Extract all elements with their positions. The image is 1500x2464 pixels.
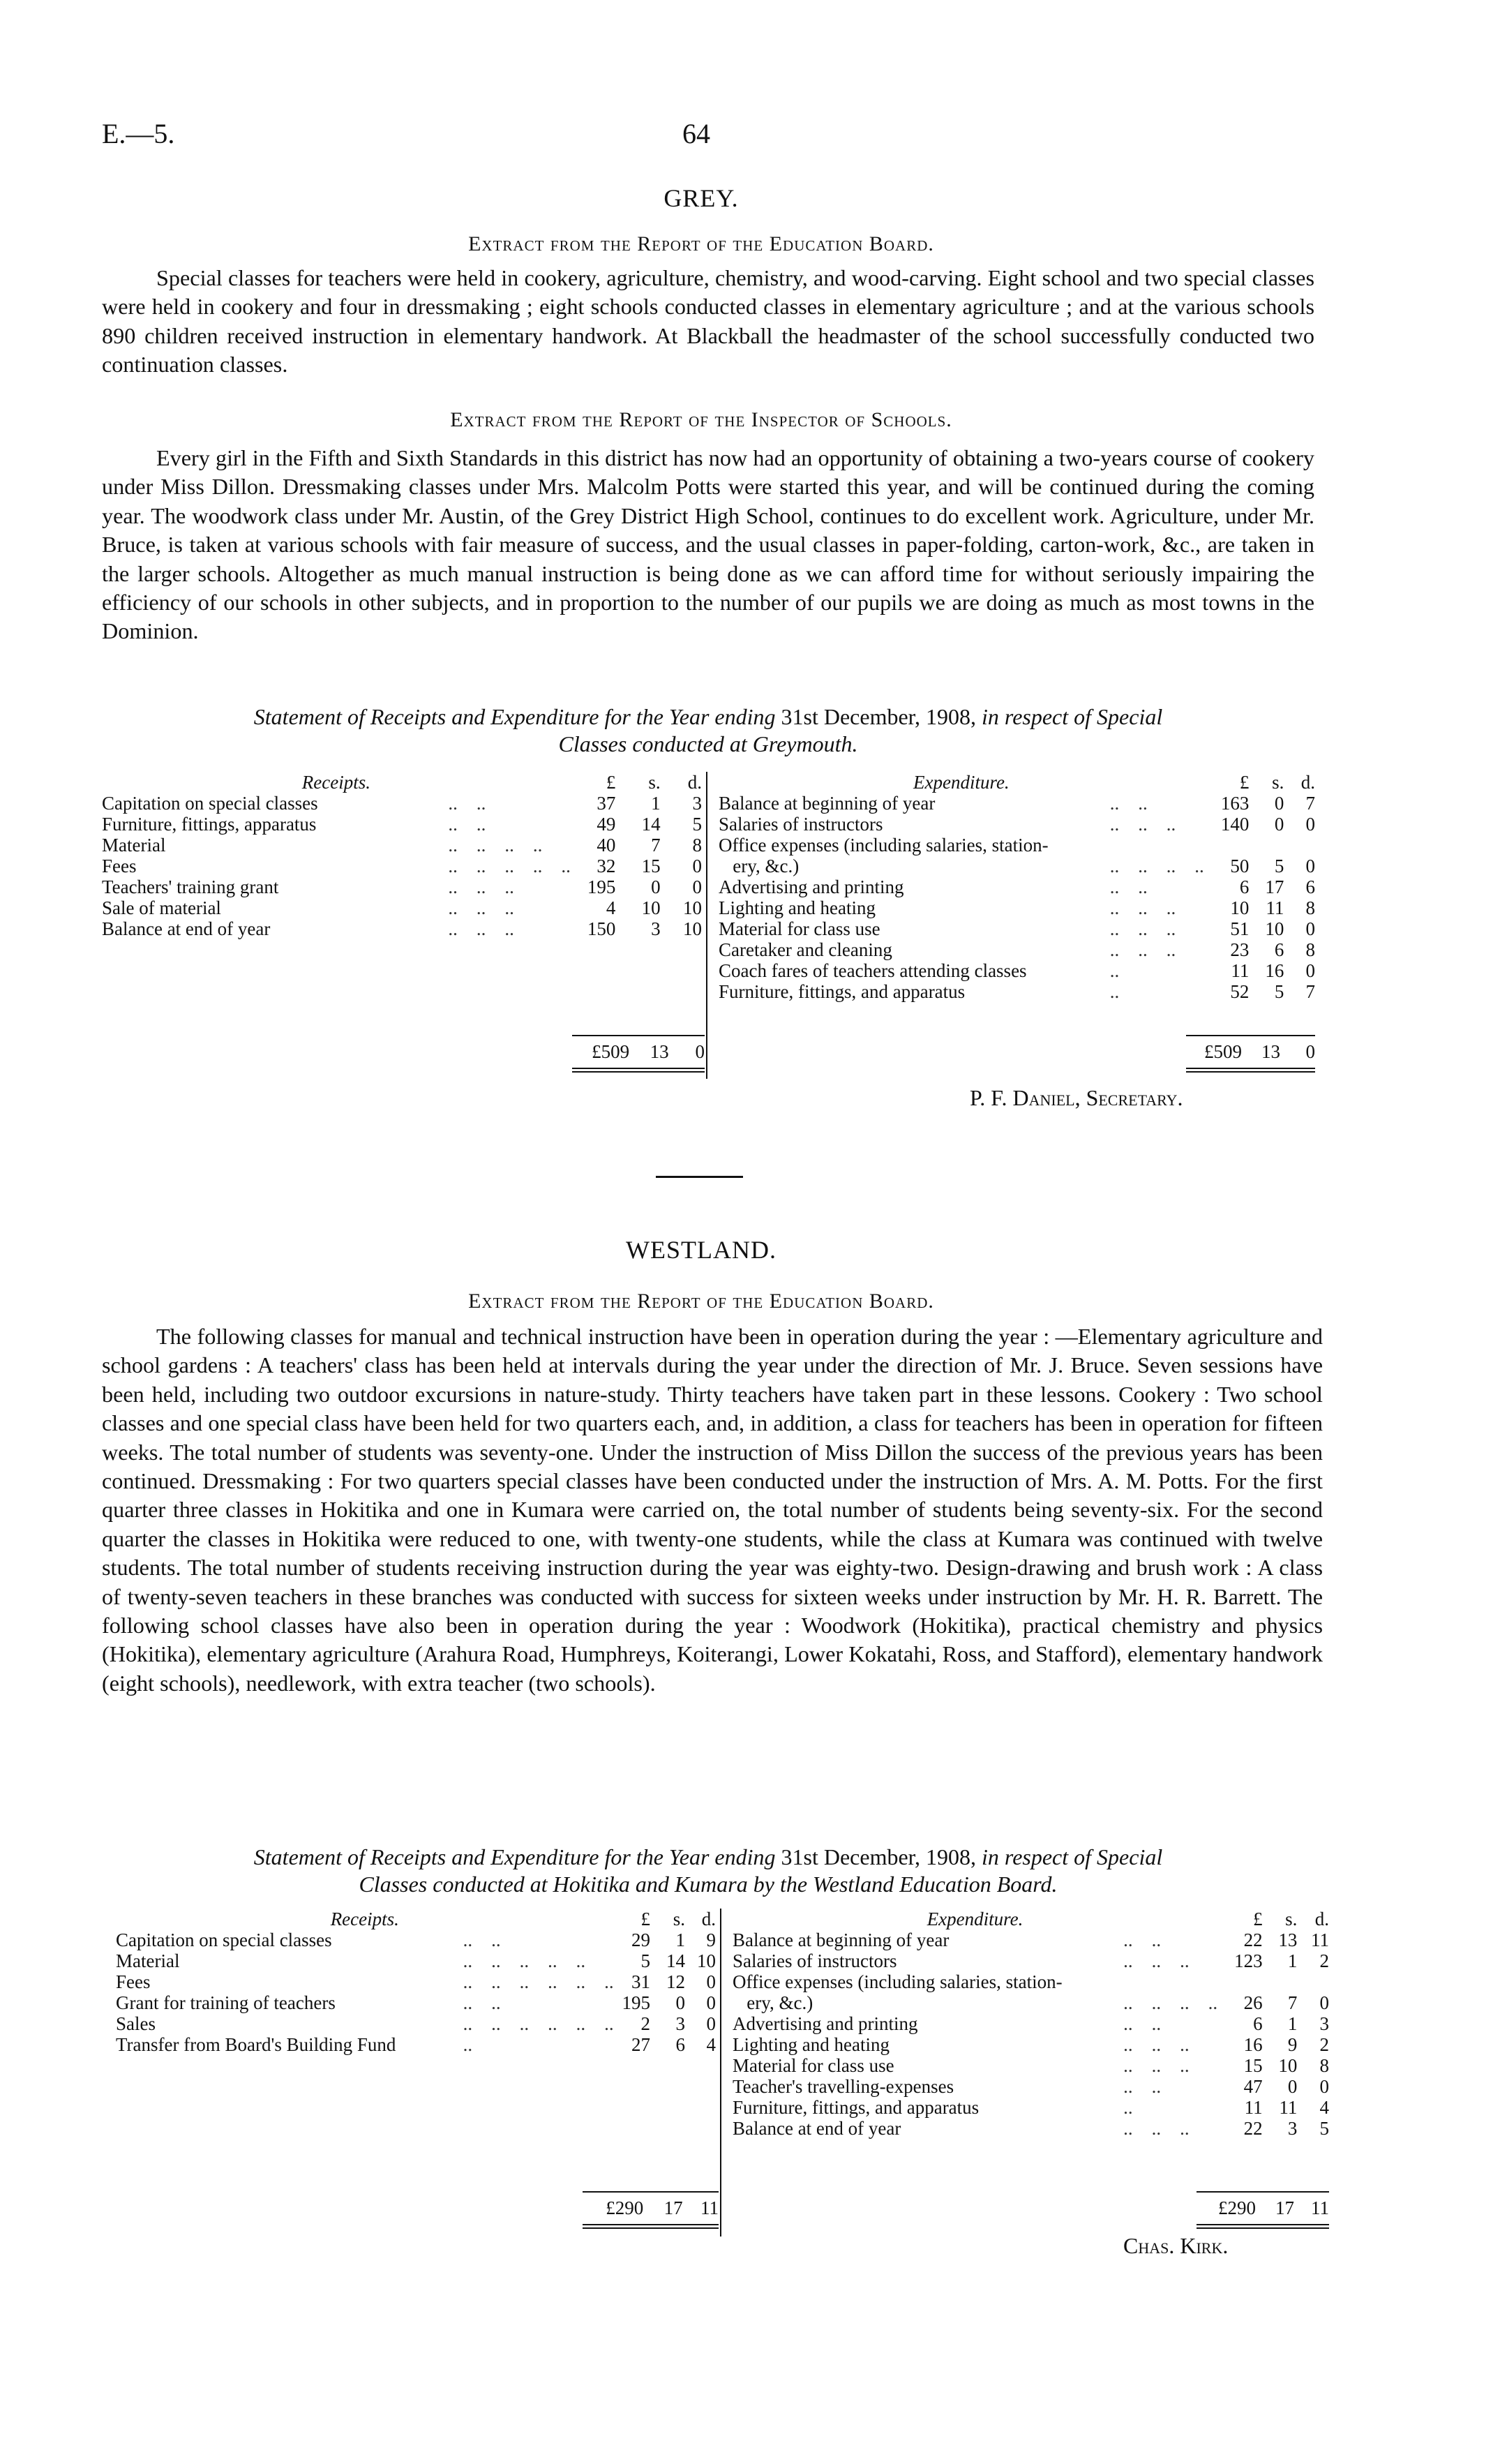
leader-dots: .. .. .. .. [448,835,543,856]
receipts-row [102,876,702,897]
expenditure-row [733,1971,1329,1992]
westland-expenditure-table [733,1909,1329,2139]
amount-shillings: 9 [1287,2034,1298,2055]
amount-pounds: 11 [1231,960,1250,981]
receipts-label: Capitation on special classes [102,793,318,814]
leader-dots: .. [1123,2097,1133,2118]
amount-shillings: 0 [1274,793,1284,814]
leader-dots: .. .. .. [448,876,514,897]
amount-shillings: 11 [1266,897,1284,918]
leader-dots: .. .. [1109,793,1148,814]
leader-dots: .. .. .. [1123,2034,1190,2055]
leader-dots: .. .. .. .. [1123,1992,1218,2013]
expenditure-heading: Expenditure. [913,772,1010,793]
total-s: 17 [1275,2197,1294,2218]
amount-shillings: 7 [1287,1992,1298,2013]
westland-statement-title-part2: in respect of Special [982,1844,1163,1869]
amount-shillings: 0 [675,1992,685,2013]
amount-pence: 0 [1305,856,1315,876]
amount-pence: 9 [706,1929,716,1950]
expenditure-label: ery, &c.) [733,1992,813,2013]
expenditure-row [719,981,1315,1002]
amount-pence: 4 [1319,2097,1329,2118]
amount-shillings: 3 [1287,2118,1298,2139]
receipts-label: Material [116,1950,180,1971]
amount-shillings: 1 [651,793,661,814]
receipts-label: Teachers' training grant [102,876,279,897]
grey-board-paragraph: Special classes for teachers were held in cookery, agriculture, chemistry, and wood-carving. Eight school and two special classes were held in cookery and four in dressmaking ; eight schools conducted classes in elementary agriculture ; and at the various schools 890 children received instruction in elementary handwork. At Blackball the headmaster of the school successfully conducted two continuation classes. [102,265,1314,378]
grey-signature [970,1085,1183,1111]
col-pence-header: d. [1300,772,1315,793]
amount-pounds: 52 [1230,981,1250,1002]
leader-dots: .. .. [1123,1929,1162,1950]
grey-receipts-table [102,772,702,939]
section-divider [656,1176,743,1178]
amount-pounds: 6 [1253,2013,1263,2034]
expenditure-row [719,876,1315,897]
leader-dots [1123,1971,1217,1992]
amount-pounds: 47 [1243,2076,1263,2097]
amount-pence: 4 [706,2034,716,2055]
receipts-row [116,1971,716,1992]
leader-dots: .. .. [1123,2076,1162,2097]
westland-board-paragraph: The following classes for manual and technical instruction have been in operation during the year : —Elementary agriculture and school gardens : A teachers' class has been held at intervals during the year under the direction of Mr. J. Bruce. Seven sessions have been held, including two outdoor excursions in nature-study. Thirty teachers have taken part in these lessons. Cookery : Two school classes and one special class have been held for two quarters each, and, in addition, a class for teachers has been in operation for fifteen weeks. The total number of students was seventy-one. Under the instruction of Miss Dillon the success of the previous years has been continued. Dressmaking : For two quarters special classes have been conducted under the instruction of Mrs. A. M. Potts. For the first quarter three classes in Hokitika and one in Kumara were carried on, the total number of students being seventy-six. For the second quarter the classes in Hokitika were reduced to one, with twenty-one students, while the class at Kumara was continued with twelve students. The total number of students receiving instruction during the year was eighty-two. Design-drawing and brush work : A class of twenty-seven teachers in these branches was conducted with success for sixteen weeks under instruction by Mr. H. R. Barrett. The following school classes have also been in operation during the year : Woodwork (Hokitika), practical chemistry and physics (Hokitika), elementary agriculture (Arahura Road, Humphreys, Koiterangi, Lower Kokatahi, Ross, and Stafford), elementary handwork (eight schools), needlework, with extra teacher (two schools). [102,1324,1323,1696]
amount-pounds: 29 [631,1929,650,1950]
expenditure-row [719,793,1315,814]
receipts-header-row [102,772,702,793]
leader-dots: .. .. .. .. .. .. [463,1971,614,1992]
amount-pounds: 2 [640,2013,650,2034]
leader-dots: .. .. [448,814,486,835]
leader-dots: .. .. .. .. [1109,856,1204,876]
receipts-label: Fees [102,856,137,876]
amount-pounds: 31 [631,1971,650,1992]
leader-dots [1110,835,1204,856]
amount-pounds: 15 [1243,2055,1263,2076]
amount-shillings: 11 [1279,2097,1298,2118]
leader-dots: .. .. [1109,876,1148,897]
amount-pounds: 37 [597,793,616,814]
receipts-row [116,2013,716,2034]
expenditure-label: Salaries of instructors [719,814,883,835]
expenditure-label: Material for class use [733,2055,894,2076]
amount-pence: 10 [683,897,702,918]
expenditure-label: Office expenses (including salaries, station- [719,835,1049,856]
receipts-label: Sale of material [102,897,221,918]
receipts-row [102,856,702,876]
amount-shillings: 0 [1287,2076,1298,2097]
expenditure-label: Advertising and printing [719,876,904,897]
grey-statement-title [98,703,1319,758]
receipts-label: Balance at end of year [102,918,271,939]
amount-pence: 11 [1311,1929,1329,1950]
amount-pence: 0 [692,876,702,897]
grey-receipts-double-rule-b [572,1071,705,1073]
westland-expenditure-total [1197,2197,1329,2218]
leader-dots: .. [463,2034,473,2055]
amount-pounds: 123 [1234,1950,1263,1971]
amount-pounds: 27 [631,2034,650,2055]
amount-shillings: 5 [1274,981,1284,1002]
expenditure-label: Balance at beginning of year [719,793,936,814]
leader-dots: .. .. .. [1109,918,1176,939]
amount-pence [1297,1971,1329,1992]
amount-pounds: 16 [1243,2034,1263,2055]
amount-shillings: 6 [675,2034,685,2055]
receipts-heading: Receipts. [330,1909,399,1929]
col-pounds-header: £ [1253,1909,1263,1929]
amount-shillings: 3 [651,918,661,939]
amount-pounds: 50 [1230,856,1250,876]
grey-board-heading: Extract from the Report of the Education Board. [468,232,934,255]
expenditure-row [733,2118,1329,2139]
amount-pounds: 195 [622,1992,650,2013]
leader-dots: .. .. .. [448,897,514,918]
amount-shillings: 1 [1287,1950,1298,1971]
amount-shillings: 14 [641,814,661,835]
amount-pence: 2 [1319,2034,1329,2055]
amount-shillings: 7 [651,835,661,856]
col-shillings-header: s. [673,1909,685,1929]
amount-pence: 0 [1319,1992,1329,2013]
amount-shillings: 16 [1265,960,1284,981]
amount-shillings: 10 [641,897,661,918]
expenditure-label: Balance at beginning of year [733,1929,950,1950]
westland-receipts-double-rule-a [583,2224,719,2225]
amount-shillings: 6 [1274,939,1284,960]
amount-pence: 0 [706,2013,716,2034]
leader-dots: .. [1109,981,1120,1002]
westland-section-title: WESTLAND. [626,1236,777,1264]
westland-board-heading: Extract from the Report of the Education Board. [468,1290,934,1313]
amount-pounds: 195 [587,876,616,897]
amount-pounds: 6 [1239,876,1250,897]
amount-pence: 3 [692,793,702,814]
leader-dots: .. .. [463,1992,501,2013]
amount-pounds: 22 [1243,2118,1263,2139]
expenditure-header-row [719,772,1315,793]
amount-pence [1284,835,1315,856]
grey-section-title: GREY. [663,184,739,212]
amount-shillings: 0 [651,876,661,897]
grey-receipts-double-rule-a [572,1068,705,1069]
col-shillings-header: s. [648,772,661,793]
amount-shillings: 12 [666,1971,685,1992]
westland-receipts-table [116,1909,716,2055]
grey-expenditure-total [1186,1041,1315,1062]
leader-dots: .. .. .. [1123,2118,1190,2139]
total-l: £509 [1204,1041,1242,1062]
amount-shillings [1249,835,1284,856]
col-pence-header: d. [1314,1909,1329,1929]
leader-dots: .. .. .. [1109,897,1176,918]
amount-pence: 7 [1305,981,1315,1002]
leader-dots: .. .. .. [1123,1950,1190,1971]
amount-shillings: 10 [1265,918,1284,939]
amount-pence: 0 [692,856,702,876]
amount-shillings: 0 [1274,814,1284,835]
amount-pence: 0 [706,1971,716,1992]
amount-shillings: 15 [641,856,661,876]
receipts-row [116,2034,716,2055]
amount-pounds: 22 [1243,1929,1263,1950]
expenditure-label: Office expenses (including salaries, station- [733,1971,1063,1992]
amount-pounds: 140 [1220,814,1250,835]
expenditure-label: Lighting and heating [733,2034,890,2055]
leader-dots: .. .. [463,1929,501,1950]
leader-dots: .. .. .. [1123,2055,1190,2076]
grey-receipts-total [572,1041,705,1062]
receipts-label: Fees [116,1971,151,1992]
receipts-header-row [116,1909,716,1929]
amount-shillings: 1 [675,1929,685,1950]
total-d: 0 [695,1041,705,1062]
expenditure-row [733,2034,1329,2055]
amount-shillings: 5 [1274,856,1284,876]
amount-pounds: 32 [597,856,616,876]
receipts-row [116,1950,716,1971]
grey-column-divider [706,772,707,1079]
total-s: 13 [650,1041,669,1062]
leader-dots: .. .. .. [1109,814,1176,835]
total-l: £290 [606,2197,644,2218]
expenditure-header-row [733,1909,1329,1929]
expenditure-label: Furniture, fittings, and apparatus [719,981,966,1002]
leader-dots: .. .. .. [1109,939,1176,960]
receipts-row [116,1992,716,2013]
expenditure-label: Furniture, fittings, and apparatus [733,2097,980,2118]
amount-pounds: 11 [1244,2097,1263,2118]
amount-pence: 8 [1305,897,1315,918]
westland-expenditure-double-rule-b [1197,2227,1329,2229]
westland-column-divider [720,1909,721,2237]
amount-pounds [1217,1971,1263,1992]
leader-dots: .. .. .. .. .. [463,1950,586,1971]
expenditure-label: Material for class use [719,918,880,939]
total-l: £290 [1218,2197,1256,2218]
grey-statement-date: 31st December, 1908, [781,704,977,729]
amount-pence: 0 [1305,960,1315,981]
amount-shillings: 3 [675,2013,685,2034]
westland-signature-text: Chas. Kirk. [1123,2233,1229,2258]
expenditure-row [719,856,1315,876]
receipts-label: Furniture, fittings, apparatus [102,814,317,835]
amount-pounds: 10 [1230,897,1250,918]
expenditure-row [733,2013,1329,2034]
expenditure-label: Advertising and printing [733,2013,918,2034]
westland-expenditure-total-rule [1197,2191,1329,2193]
total-s: 17 [663,2197,683,2218]
expenditure-row [733,1992,1329,2013]
amount-pence: 0 [1319,2076,1329,2097]
expenditure-label: Balance at end of year [733,2118,901,2139]
expenditure-row [719,835,1315,856]
grey-statement-title-part3: Classes conducted at Greymouth. [558,731,858,756]
amount-pounds: 40 [597,835,616,856]
expenditure-label: Caretaker and cleaning [719,939,892,960]
total-s: 13 [1261,1041,1280,1062]
amount-pence: 2 [1319,1950,1329,1971]
westland-statement-date: 31st December, 1908, [781,1844,977,1869]
receipts-row [102,897,702,918]
amount-pence: 10 [683,918,702,939]
grey-expenditure-double-rule-b [1186,1071,1315,1073]
grey-receipts-total-rule [572,1035,705,1036]
total-d: 11 [700,2197,719,2218]
col-shillings-header: s. [1272,772,1284,793]
amount-pounds: 4 [606,897,616,918]
amount-shillings: 13 [1278,1929,1298,1950]
westland-receipts-double-rule-b [583,2227,719,2229]
col-shillings-header: s. [1285,1909,1298,1929]
receipts-row [102,814,702,835]
expenditure-label: Teacher's travelling-expenses [733,2076,954,2097]
total-d: 11 [1311,2197,1329,2218]
amount-pence: 8 [692,835,702,856]
col-pence-header: d. [687,772,702,793]
expenditure-row [733,2055,1329,2076]
amount-pence: 0 [1305,814,1315,835]
receipts-label: Material [102,835,166,856]
expenditure-row [733,2076,1329,2097]
leader-dots: .. [1109,960,1120,981]
westland-receipts-total-rule [583,2191,719,2193]
amount-pence: 8 [1305,939,1315,960]
leader-dots: .. .. .. .. .. [448,856,571,876]
westland-statement-title [98,1844,1319,1898]
amount-pence: 5 [692,814,702,835]
amount-shillings: 14 [666,1950,685,1971]
total-d: 0 [1305,1041,1315,1062]
receipts-label: Grant for training of teachers [116,1992,336,2013]
grey-signature-text: P. F. Daniel, Secretary. [970,1085,1183,1110]
amount-pence: 0 [1305,918,1315,939]
expenditure-row [719,918,1315,939]
expenditure-row [719,960,1315,981]
amount-pounds [1204,835,1250,856]
amount-pounds: 163 [1220,793,1250,814]
col-pence-header: d. [701,1909,716,1929]
amount-shillings: 1 [1287,2013,1298,2034]
amount-pence: 6 [1305,876,1315,897]
receipts-label: Transfer from Board's Building Fund [116,2034,396,2055]
expenditure-row [733,2097,1329,2118]
expenditure-heading: Expenditure. [927,1909,1023,1929]
amount-pence: 7 [1305,793,1315,814]
grey-expenditure-total-rule [1186,1035,1315,1036]
total-l: £509 [592,1041,630,1062]
expenditure-row [719,897,1315,918]
amount-pounds: 150 [587,918,616,939]
amount-pence: 10 [697,1950,716,1971]
amount-pence: 8 [1319,2055,1329,2076]
amount-shillings [1263,1971,1298,1992]
amount-pence: 5 [1319,2118,1329,2139]
amount-pounds: 26 [1243,1992,1263,2013]
amount-pence: 3 [1319,2013,1329,2034]
col-pounds-header: £ [1239,772,1250,793]
westland-signature [1123,2233,1228,2259]
receipts-row [102,793,702,814]
receipts-row [116,1929,716,1950]
receipts-heading: Receipts. [301,772,371,793]
westland-statement-title-part1: Statement of Receipts and Expenditure for the Year ending [253,1844,776,1869]
grey-statement-title-part2: in respect of Special [982,704,1163,729]
amount-pounds: 5 [640,1950,650,1971]
leader-dots: .. .. [448,793,486,814]
leader-dots: .. .. [1123,2013,1162,2034]
grey-inspector-heading: Extract from the Report of the Inspector of Schools. [450,408,952,431]
receipts-label: Capitation on special classes [116,1929,332,1950]
amount-pence: 0 [706,1992,716,2013]
grey-statement-title-part1: Statement of Receipts and Expenditure for the Year ending [253,704,776,729]
amount-shillings: 17 [1265,876,1284,897]
expenditure-row [733,1929,1329,1950]
leader-dots: .. .. .. [448,918,514,939]
westland-receipts-total [583,2197,719,2218]
expenditure-label: ery, &c.) [719,856,800,876]
expenditure-label: Lighting and heating [719,897,876,918]
leader-dots: .. .. .. .. .. .. [463,2013,614,2034]
grey-inspector-paragraph: Every girl in the Fifth and Sixth Standards in this district has now had an opportunity of obtaining a two-years course of cookery under Miss Dillon. Dressmaking classes under Mrs. Malcolm Potts were started this year, and will be continued during the coming year. The woodwork class under Mr. Austin, of the Grey District High School, continues to do excellent work. Agriculture, under Mr. Bruce, is taken at various schools with fair measure of success, and the usual classes in paper-folding, carton-work, &c., are taken in the larger schools. Altogether as much manual instruction is being done as we can afford time for without seriously impairing the efficiency of our schools in other subjects, and in proportion to the number of our pupils we are doing as much as most towns in the Dominion. [102,445,1314,644]
receipts-row [102,918,702,939]
amount-pounds: 23 [1230,939,1250,960]
amount-pounds: 51 [1230,918,1250,939]
page-number: 64 [682,118,710,149]
expenditure-row [733,1950,1329,1971]
grey-expenditure-double-rule-a [1186,1068,1315,1069]
amount-pounds: 49 [597,814,616,835]
amount-shillings: 10 [1278,2055,1298,2076]
receipts-row [102,835,702,856]
receipts-label: Sales [116,2013,156,2034]
expenditure-row [719,814,1315,835]
grey-expenditure-table [719,772,1315,1002]
expenditure-label: Salaries of instructors [733,1950,897,1971]
westland-statement-title-part3: Classes conducted at Hokitika and Kumara by the Westland Education Board. [359,1872,1058,1897]
westland-expenditure-double-rule-a [1197,2224,1329,2225]
expenditure-label: Coach fares of teachers attending classes [719,960,1027,981]
col-pounds-header: £ [640,1909,650,1929]
expenditure-row [719,939,1315,960]
document-code: E.—5. [102,118,175,149]
col-pounds-header: £ [606,772,616,793]
